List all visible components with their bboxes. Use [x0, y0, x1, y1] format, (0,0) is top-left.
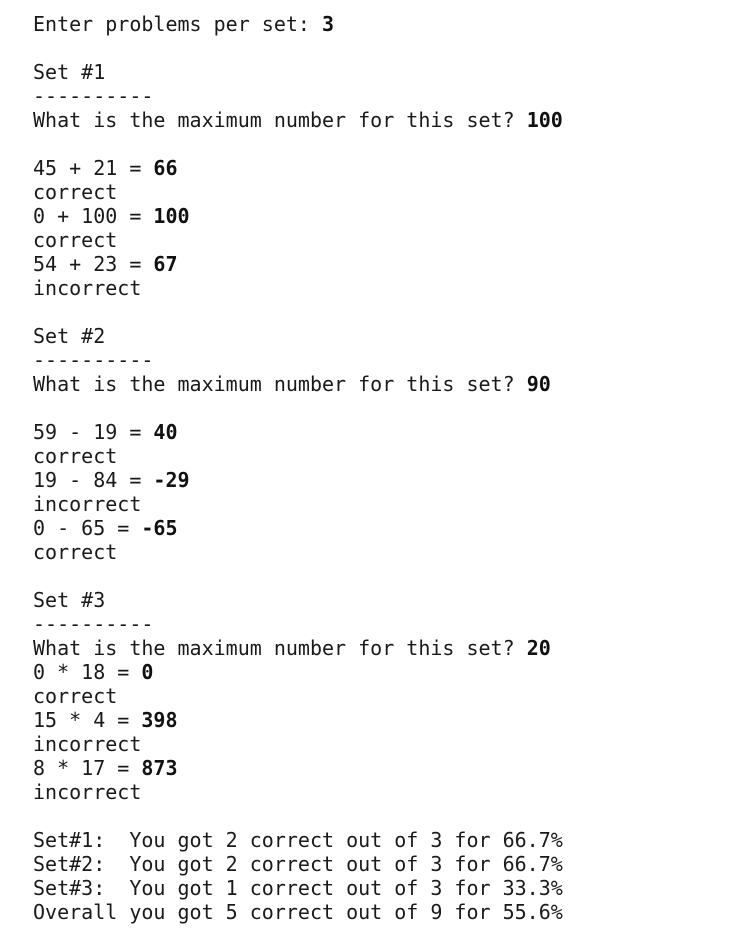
console-line — [33, 132, 563, 156]
console-text: Set #2 — [33, 324, 106, 348]
console-text: correct — [33, 444, 118, 468]
console-text: 8 * 17 = — [33, 756, 142, 780]
console-line — [33, 540, 563, 564]
user-input-value: 0 — [141, 660, 154, 684]
console-line — [33, 372, 563, 396]
console-text: Set#2: You got 2 correct out of 3 for 66.7% — [33, 852, 563, 876]
console-line — [33, 636, 563, 660]
console-line — [33, 564, 563, 588]
console-text: correct — [33, 684, 118, 708]
console-line — [33, 804, 563, 828]
console-line — [33, 612, 563, 636]
console-line — [33, 396, 563, 420]
console-text: ---------- — [33, 84, 154, 108]
user-input-value: 100 — [153, 204, 190, 228]
console-line — [33, 876, 563, 900]
console-text: 0 * 18 = — [33, 660, 142, 684]
console-line — [33, 180, 563, 204]
user-input-value: 66 — [153, 156, 178, 180]
console-line — [33, 756, 563, 780]
console-line — [33, 492, 563, 516]
console-text: correct — [33, 540, 118, 564]
console-text: Set #1 — [33, 60, 106, 84]
console-text: What is the maximum number for this set? — [33, 636, 527, 660]
console-text: 54 + 23 = — [33, 252, 154, 276]
console-text: 0 + 100 = — [33, 204, 154, 228]
console-text: Enter problems per set: — [33, 12, 322, 36]
console-line — [33, 516, 563, 540]
console-text: incorrect — [33, 780, 142, 804]
user-input-value: 20 — [526, 636, 551, 660]
user-input-value: 3 — [321, 12, 335, 36]
user-input-value: 90 — [526, 372, 551, 396]
console-line — [33, 660, 563, 684]
user-input-value: 67 — [153, 252, 178, 276]
console-line — [33, 852, 563, 876]
console-output — [33, 12, 563, 924]
user-input-value: 100 — [526, 108, 563, 132]
console-text: 45 + 21 = — [33, 156, 154, 180]
console-text: incorrect — [33, 276, 142, 300]
console-line — [33, 252, 563, 276]
console-line — [33, 900, 563, 924]
console-line — [33, 228, 563, 252]
console-line — [33, 324, 563, 348]
console-text: incorrect — [33, 492, 142, 516]
console-line — [33, 156, 563, 180]
console-line — [33, 468, 563, 492]
console-text: Overall you got 5 correct out of 9 for 55.6% — [33, 900, 563, 924]
user-input-value: 40 — [153, 420, 178, 444]
console-text: 59 - 19 = — [33, 420, 154, 444]
console-text: 19 - 84 = — [33, 468, 154, 492]
console-line — [33, 708, 563, 732]
console-text: ---------- — [33, 612, 154, 636]
user-input-value: 873 — [141, 756, 178, 780]
console-text: 15 * 4 = — [33, 708, 142, 732]
console-text: ---------- — [33, 348, 154, 372]
console-line — [33, 444, 563, 468]
user-input-value: -65 — [141, 516, 178, 540]
console-line — [33, 588, 563, 612]
console-line — [33, 684, 563, 708]
console-text: correct — [33, 228, 118, 252]
console-text: 0 - 65 = — [33, 516, 142, 540]
console-line — [33, 36, 563, 60]
console-line — [33, 276, 563, 300]
console-line — [33, 204, 563, 228]
console-text: incorrect — [33, 732, 142, 756]
console-line — [33, 828, 563, 852]
console-text: What is the maximum number for this set? — [33, 372, 527, 396]
console-text: Set#3: You got 1 correct out of 3 for 33.3% — [33, 876, 563, 900]
console-line — [33, 420, 563, 444]
user-input-value: -29 — [153, 468, 190, 492]
console-line — [33, 348, 563, 372]
console-text: correct — [33, 180, 118, 204]
user-input-value: 398 — [141, 708, 178, 732]
console-line — [33, 732, 563, 756]
console-text: What is the maximum number for this set? — [33, 108, 527, 132]
console-line — [33, 780, 563, 804]
console-line — [33, 60, 563, 84]
console-text: Set#1: You got 2 correct out of 3 for 66.7% — [33, 828, 563, 852]
console-text: Set #3 — [33, 588, 106, 612]
console-line — [33, 12, 563, 36]
console-line — [33, 300, 563, 324]
console-line — [33, 108, 563, 132]
console-line — [33, 84, 563, 108]
